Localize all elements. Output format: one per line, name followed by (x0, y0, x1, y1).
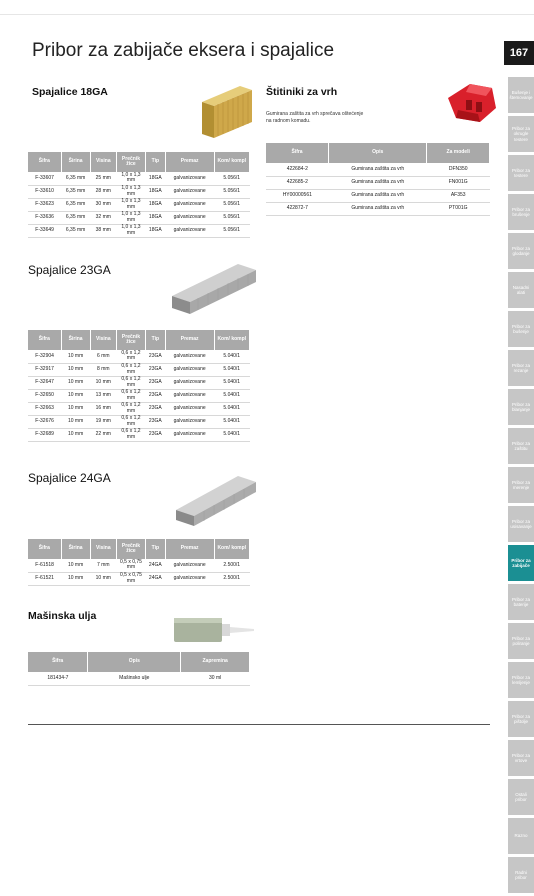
machine-oil-cell: Mašinsko ulje (88, 672, 181, 685)
side-tab-14[interactable]: Pribor za poliranje (508, 623, 534, 659)
staples-23ga-cell: galvanizovane (165, 376, 214, 389)
staples-23ga-header-4: Tip (145, 330, 165, 350)
page-number: 167 (504, 41, 534, 65)
staples-18ga-cell: 5.056/1 (214, 198, 250, 211)
page-title: Pribor za zabijače eksera i spajalice (32, 40, 335, 61)
staples-24ga-header-2: Visina (90, 539, 117, 559)
section-title-tip-guards: Štitiniki za vrh (266, 86, 338, 98)
staples-18ga-cell: 30 mm (90, 198, 117, 211)
staples-24ga-cell: 0,5 x 0,75 mm (117, 572, 146, 585)
tip-guards-header-0: Šifra (266, 143, 329, 163)
section-title-staples-23ga: Spajalice 23GA (28, 263, 111, 277)
staples-24ga-cell: 0,5 x 0,75 mm (117, 559, 146, 572)
staples-23ga-cell: 10 mm (61, 376, 90, 389)
staples-23ga-header-6: Kom/ kompl (214, 330, 250, 350)
staples-23ga-cell: 5.040/1 (214, 389, 250, 402)
machine-oil-header-1: Opis (88, 652, 181, 672)
staples-18ga-cell: 6,35 mm (61, 172, 90, 185)
staples-18ga-cell: 18GA (145, 172, 165, 185)
machine-oil-row (28, 672, 250, 685)
staples-18ga-cell: F-33610 (28, 185, 61, 198)
side-tab-6[interactable]: Pribor za bušenje (508, 311, 534, 347)
tip-guards-cell: 422684-2 (266, 163, 329, 176)
staples-24ga-cell: F-61518 (28, 559, 61, 572)
staples-23ga-cell: 16 mm (90, 402, 117, 415)
staples-18ga-cell: 38 mm (90, 224, 117, 237)
machine-oil-header-2: Zapremina (181, 652, 250, 672)
staples-23ga-cell: galvanizovane (165, 350, 214, 363)
side-tab-11[interactable]: Pribor za usisavanje (508, 506, 534, 542)
side-tab-10[interactable]: Pribor za merenje (508, 467, 534, 503)
staples-23ga-cell: 23GA (145, 363, 165, 376)
side-tab-3[interactable]: Pribor za brušenje (508, 194, 534, 230)
side-tab-5[interactable]: Nasadni alati (508, 272, 534, 308)
staples-18ga-cell: 1,0 x 1,3 mm (117, 172, 146, 185)
staples-23ga-cell: 23GA (145, 415, 165, 428)
staples-18ga-cell: galvanizovane (165, 224, 214, 237)
staples-24ga-header-3: Prečnik žice (117, 539, 146, 559)
side-tab-9[interactable]: Pribor za zaštitu (508, 428, 534, 464)
staples-23ga-cell: 0,6 x 1,2 mm (117, 363, 146, 376)
staples-23ga-cell: F-32650 (28, 389, 61, 402)
staples-24ga-cell: 2.500/1 (214, 572, 250, 585)
staples-23ga-cell: galvanizovane (165, 363, 214, 376)
staples-18ga-header-5: Premaz (165, 152, 214, 172)
machine-oil-cell: 30 ml (181, 672, 250, 685)
side-tab-20[interactable]: Radni pribor (508, 857, 534, 893)
staples-23ga-cell: 6 mm (90, 350, 117, 363)
staples-23ga-cell: 10 mm (61, 402, 90, 415)
staples-23ga-cell: 10 mm (90, 376, 117, 389)
tip-guards-cell: DFN350 (427, 163, 490, 176)
staples-24ga-cell: galvanizovane (165, 572, 214, 585)
staples-24ga-cell: 24GA (145, 559, 165, 572)
tip-guards-cell: AF353 (427, 189, 490, 202)
section-title-machine-oil: Mašinska ulja (28, 610, 97, 622)
staples-24ga-header-5: Premaz (165, 539, 214, 559)
tip-guards-header-1: Opis (329, 143, 427, 163)
staples-23ga-cell: F-32663 (28, 402, 61, 415)
tip-guards-cell: Gumirana zaštita za vrh (329, 202, 427, 215)
staples-23ga-cell: 0,6 x 1,2 mm (117, 402, 146, 415)
side-tab-2[interactable]: Pribor za testere (508, 155, 534, 191)
staples-23ga-header-2: Visina (90, 330, 117, 350)
side-tab-12[interactable]: Pribor za zabijače (508, 545, 534, 581)
side-tab-18[interactable]: Ostali pribor (508, 779, 534, 815)
side-tab-17[interactable]: Pribor za vrtove (508, 740, 534, 776)
staples-23ga-cell: galvanizovane (165, 428, 214, 441)
staples-24ga-cell: 10 mm (61, 559, 90, 572)
staples-18ga-table (28, 152, 250, 238)
staples-18ga-cell: 28 mm (90, 185, 117, 198)
staples-18ga-header-1: Širina (61, 152, 90, 172)
machine-oil-cell: 181434-7 (28, 672, 88, 685)
staples-23ga-cell: 23GA (145, 376, 165, 389)
staples-23ga-cell: 0,6 x 1,2 mm (117, 415, 146, 428)
staples-18ga-row (28, 198, 250, 211)
oil-bottle-image (172, 610, 256, 646)
staples-23ga-cell: 10 mm (61, 350, 90, 363)
tip-guards-row (266, 176, 490, 189)
staples-23ga-cell: 10 mm (61, 389, 90, 402)
staples-24ga-cell: 10 mm (61, 572, 90, 585)
staples-24ga-header-1: Širina (61, 539, 90, 559)
staples-18ga-row (28, 172, 250, 185)
staples-18ga-cell: 6,35 mm (61, 224, 90, 237)
staples-23ga-row (28, 376, 250, 389)
staples-18ga-cell: 18GA (145, 198, 165, 211)
staples-23ga-image (168, 260, 260, 316)
staples-23ga-cell: 23GA (145, 402, 165, 415)
machine-oil-header-0: Šifra (28, 652, 88, 672)
staples-23ga-cell: F-32917 (28, 363, 61, 376)
tip-guard-image (440, 78, 500, 126)
staples-23ga-row (28, 402, 250, 415)
staples-18ga-cell: 25 mm (90, 172, 117, 185)
top-rule (0, 14, 534, 15)
staples-23ga-cell: 19 mm (90, 415, 117, 428)
staples-23ga-cell: F-32904 (28, 350, 61, 363)
staples-24ga-cell: 24GA (145, 572, 165, 585)
tip-guards-cell: FN001G (427, 176, 490, 189)
staples-23ga-row (28, 363, 250, 376)
staples-24ga-header-6: Kom/ kompl (214, 539, 250, 559)
staples-23ga-cell: 8 mm (90, 363, 117, 376)
staples-24ga-row (28, 572, 250, 585)
staples-18ga-cell: 1,0 x 1,3 mm (117, 185, 146, 198)
staples-23ga-cell: F-32689 (28, 428, 61, 441)
staples-18ga-cell: 6,35 mm (61, 198, 90, 211)
bottom-rule (28, 724, 490, 725)
staples-18ga-header-6: Kom/ kompl (214, 152, 250, 172)
staples-24ga-header-0: Šifra (28, 539, 61, 559)
side-tab-19[interactable]: Razno (508, 818, 534, 854)
staples-23ga-cell: 10 mm (61, 363, 90, 376)
side-tab-16[interactable]: Pribor za pištolje (508, 701, 534, 737)
staples-18ga-cell: galvanizovane (165, 198, 214, 211)
side-tab-8[interactable]: Pribor za blanjanje (508, 389, 534, 425)
staples-23ga-cell: 0,6 x 1,2 mm (117, 389, 146, 402)
staples-23ga-row (28, 350, 250, 363)
staples-18ga-cell: 5.056/1 (214, 172, 250, 185)
staples-18ga-cell: F-33649 (28, 224, 61, 237)
staples-23ga-cell: 22 mm (90, 428, 117, 441)
tip-guards-cell: 422685-2 (266, 176, 329, 189)
tip-guards-cell: Gumirana zaštita za vrh (329, 189, 427, 202)
tip-guards-table (266, 143, 490, 216)
staples-24ga-cell: galvanizovane (165, 559, 214, 572)
staples-18ga-cell: 1,0 x 1,3 mm (117, 224, 146, 237)
staples-18ga-cell: galvanizovane (165, 211, 214, 224)
tip-guards-cell: PT001G (427, 202, 490, 215)
staples-23ga-cell: 5.040/1 (214, 376, 250, 389)
staples-24ga-table (28, 539, 250, 586)
staples-23ga-cell: F-32676 (28, 415, 61, 428)
tip-guards-header-2: Za modeli (427, 143, 490, 163)
tip-guards-row (266, 202, 490, 215)
staples-18ga-cell: 18GA (145, 185, 165, 198)
side-tab-4[interactable]: Pribor za glodanje (508, 233, 534, 269)
staples-23ga-cell: 0,6 x 1,2 mm (117, 350, 146, 363)
staples-18ga-header-3: Prečnik žice (117, 152, 146, 172)
tip-guard-description: Gumirana zaštita za vrh sprečava oštećenje na radnom komadu. (266, 111, 364, 124)
staples-23ga-cell: galvanizovane (165, 415, 214, 428)
staples-18ga-row (28, 224, 250, 237)
staples-18ga-cell: F-33636 (28, 211, 61, 224)
staples-18ga-cell: 6,35 mm (61, 211, 90, 224)
staples-23ga-row (28, 415, 250, 428)
staples-18ga-cell: 18GA (145, 224, 165, 237)
tip-guards-cell: HY00000561 (266, 189, 329, 202)
side-index (508, 77, 534, 896)
tip-guards-cell: Gumirana zaštita za vrh (329, 163, 427, 176)
staples-23ga-cell: 5.040/1 (214, 402, 250, 415)
staples-18ga-cell: 6,35 mm (61, 185, 90, 198)
staples-18ga-cell: 1,0 x 1,3 mm (117, 198, 146, 211)
staples-18ga-cell: galvanizovane (165, 172, 214, 185)
staples-23ga-table (28, 330, 250, 442)
staples-23ga-cell: 5.040/1 (214, 350, 250, 363)
staples-18ga-cell: galvanizovane (165, 185, 214, 198)
staples-23ga-cell: galvanizovane (165, 389, 214, 402)
side-tab-7[interactable]: Pribor za rezanje (508, 350, 534, 386)
side-tab-15[interactable]: Pribor za lemljenje (508, 662, 534, 698)
staples-23ga-cell: galvanizovane (165, 402, 214, 415)
staples-23ga-cell: 0,6 x 1,2 mm (117, 376, 146, 389)
staples-18ga-cell: F-33607 (28, 172, 61, 185)
tip-guards-cell: 422872-7 (266, 202, 329, 215)
staples-23ga-cell: 10 mm (61, 428, 90, 441)
staples-23ga-cell: 13 mm (90, 389, 117, 402)
staples-23ga-cell: 5.040/1 (214, 363, 250, 376)
staples-18ga-cell: 18GA (145, 211, 165, 224)
staples-23ga-header-5: Premaz (165, 330, 214, 350)
staples-18ga-header-4: Tip (145, 152, 165, 172)
staples-24ga-cell: F-61521 (28, 572, 61, 585)
staples-18ga-cell: 32 mm (90, 211, 117, 224)
section-title-staples-18ga: Spajalice 18GA (32, 86, 108, 98)
staples-18ga-row (28, 185, 250, 198)
staples-23ga-cell: F-32647 (28, 376, 61, 389)
staples-18ga-header-0: Šifra (28, 152, 61, 172)
staples-23ga-cell: 5.040/1 (214, 428, 250, 441)
staples-23ga-cell: 0,6 x 1,2 mm (117, 428, 146, 441)
staples-23ga-row (28, 428, 250, 441)
side-tab-1[interactable]: Pribor za okrugle testere (508, 116, 534, 152)
staples-23ga-cell: 10 mm (61, 415, 90, 428)
staples-24ga-cell: 2.500/1 (214, 559, 250, 572)
staples-23ga-header-1: Širina (61, 330, 90, 350)
staples-24ga-image (172, 470, 260, 528)
staples-24ga-cell: 10 mm (90, 572, 117, 585)
staples-24ga-header-4: Tip (145, 539, 165, 559)
side-tab-13[interactable]: Pribor za baterije (508, 584, 534, 620)
staples-18ga-row (28, 211, 250, 224)
tip-guards-row (266, 189, 490, 202)
staples-24ga-row (28, 559, 250, 572)
staples-23ga-cell: 23GA (145, 428, 165, 441)
tip-guards-row (266, 163, 490, 176)
staples-23ga-cell: 23GA (145, 350, 165, 363)
staples-18ga-cell: 1,0 x 1,3 mm (117, 211, 146, 224)
staples-18ga-cell: 5.056/1 (214, 185, 250, 198)
staples-23ga-header-3: Prečnik žice (117, 330, 146, 350)
staples-18ga-header-2: Visina (90, 152, 117, 172)
staples-24ga-cell: 7 mm (90, 559, 117, 572)
staples-23ga-cell: 23GA (145, 389, 165, 402)
staples-23ga-cell: 5.040/1 (214, 415, 250, 428)
staples-18ga-cell: 5.056/1 (214, 224, 250, 237)
tip-guards-cell: Gumirana zaštita za vrh (329, 176, 427, 189)
machine-oil-table (28, 652, 250, 686)
staples-23ga-header-0: Šifra (28, 330, 61, 350)
side-tab-0[interactable]: Bušenje i štemovanje (508, 77, 534, 113)
staples-18ga-image (196, 82, 256, 140)
staples-23ga-row (28, 389, 250, 402)
section-title-staples-24ga: Spajalice 24GA (28, 471, 111, 485)
staples-18ga-cell: 5.056/1 (214, 211, 250, 224)
staples-18ga-cell: F-33623 (28, 198, 61, 211)
